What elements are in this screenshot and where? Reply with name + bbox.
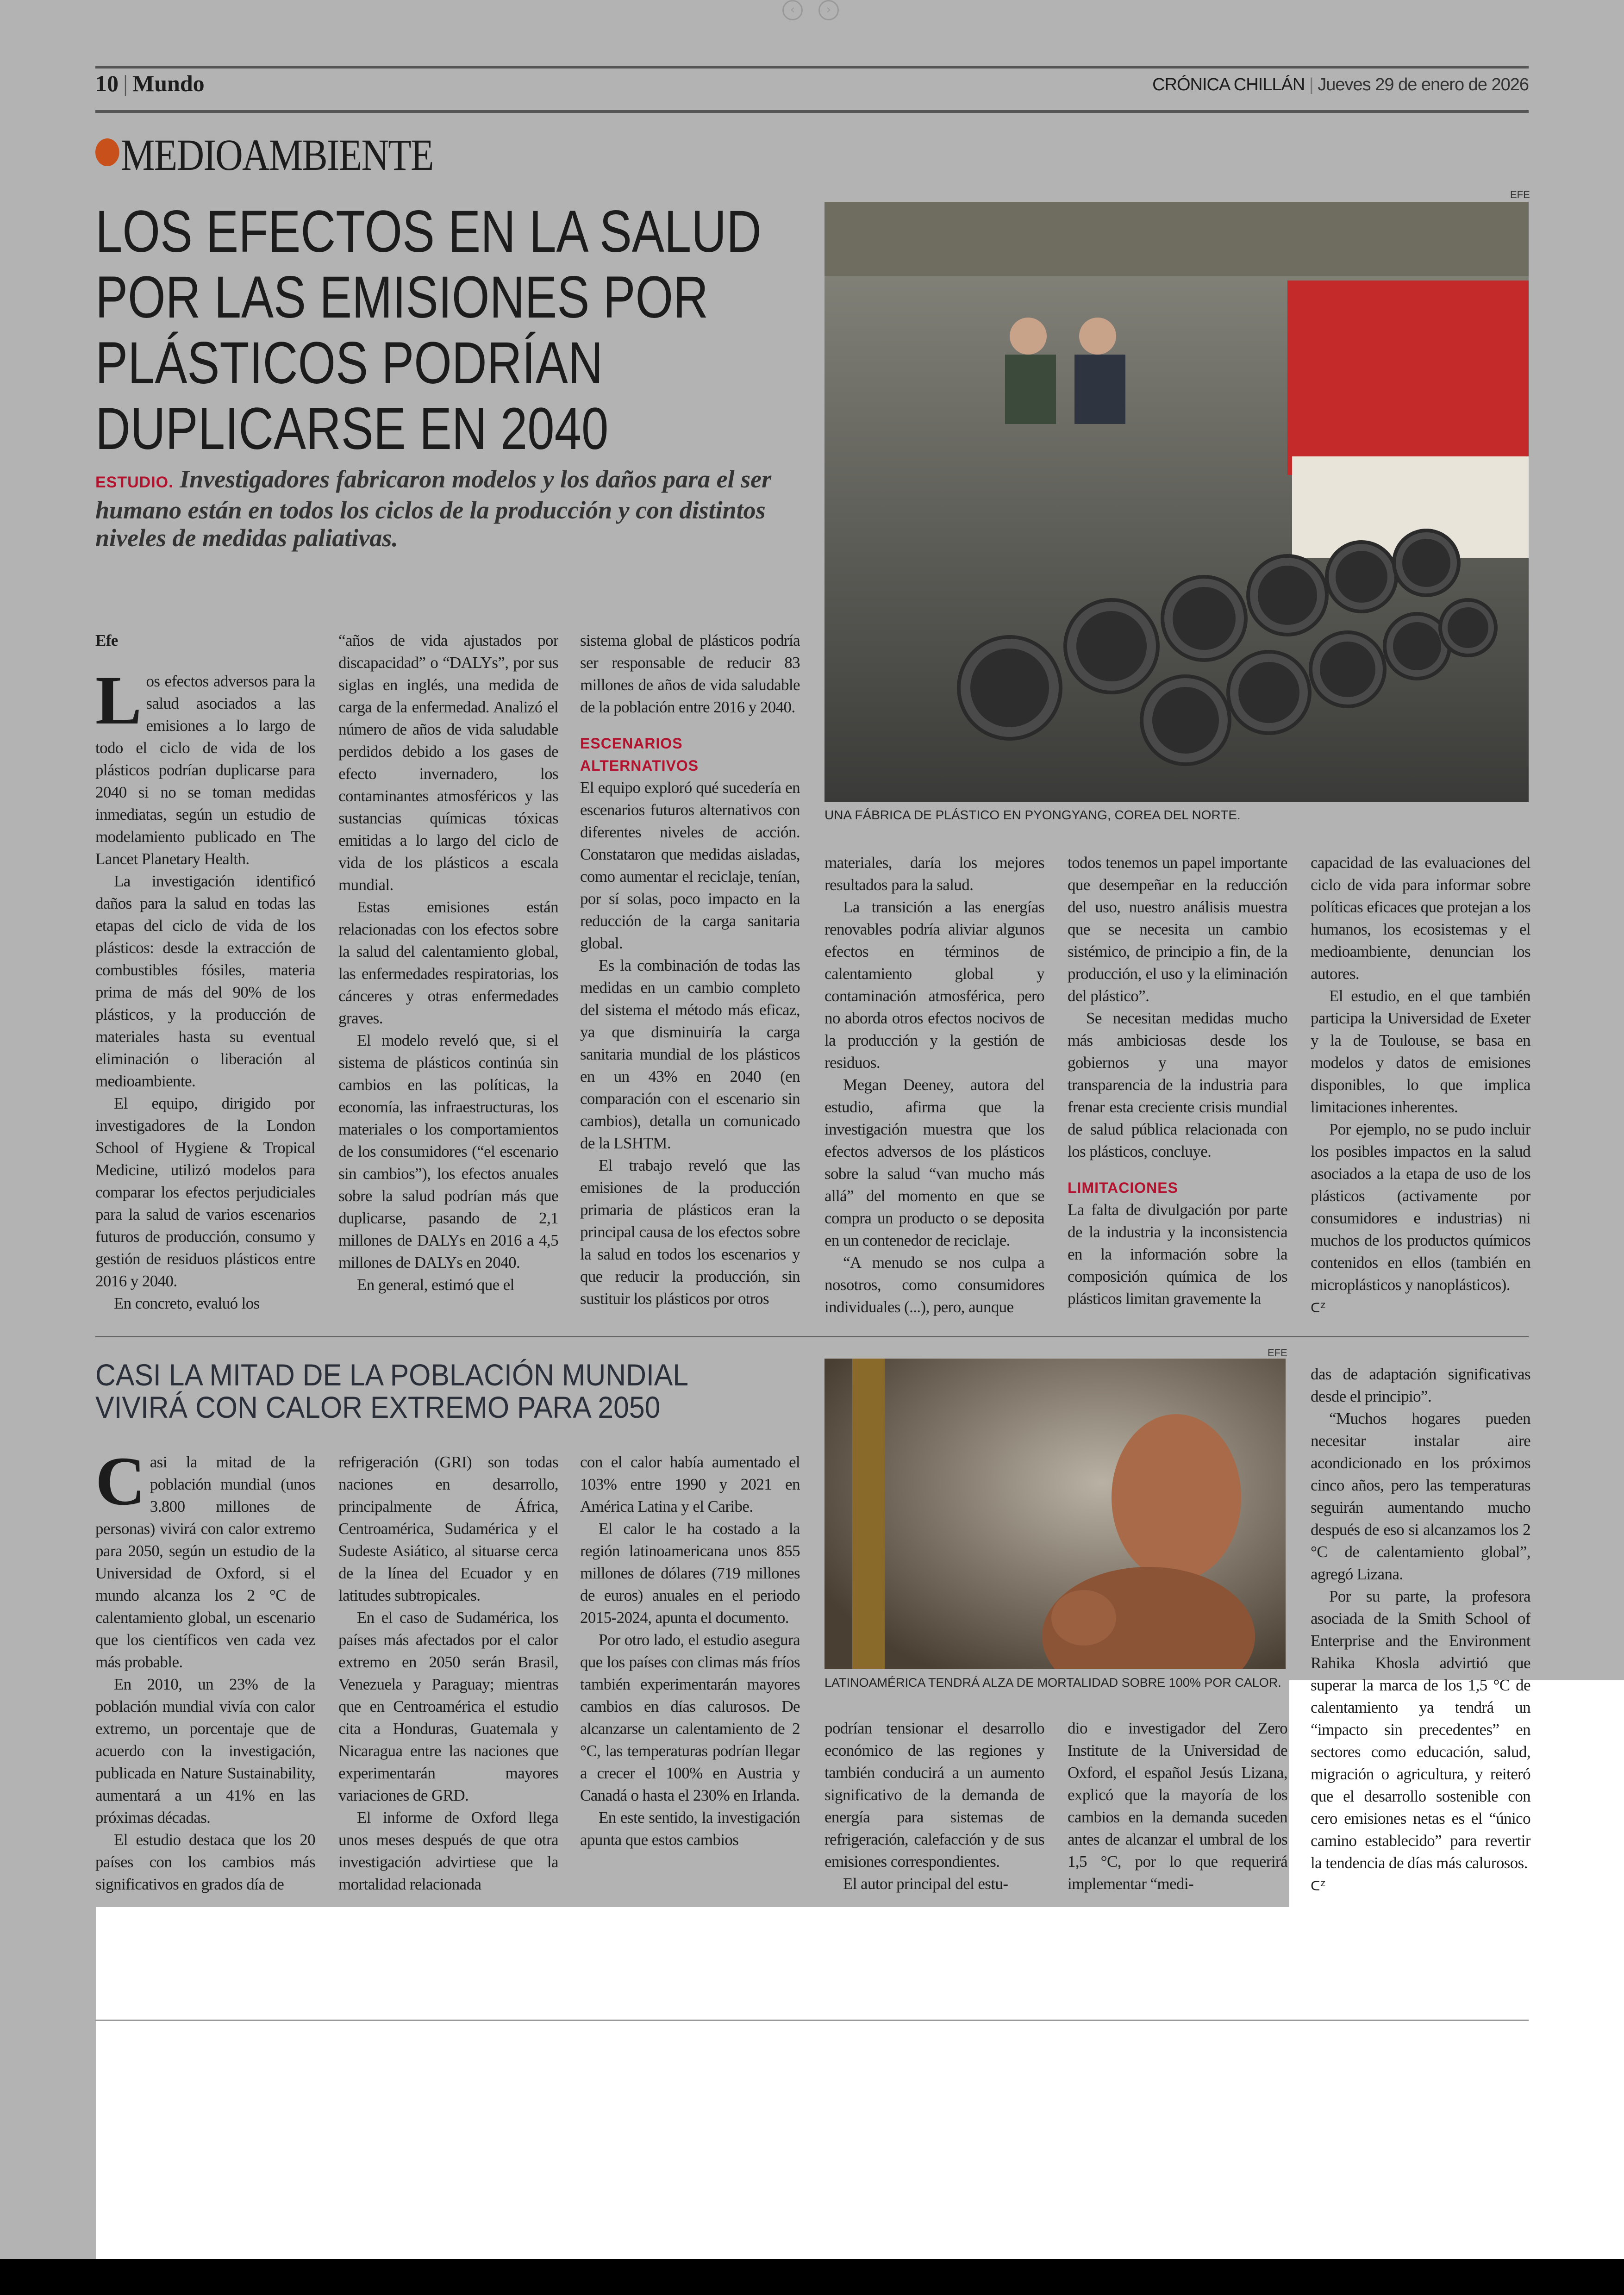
column-text — [338, 630, 558, 1296]
paragraph: Por ejemplo, no se pudo incluir los posibles impactos en la salud asociados a la etapa de uso de los plásticos (activamente por consumidores e industrias) ni muchos de los productos químicos contenidos en ellos (también en microplásticos y nanoplásticos). — [1311, 1120, 1530, 1294]
column-text — [1311, 1363, 1530, 1874]
publication-name: CRÓNICA CHILLÁN — [1152, 75, 1305, 94]
column-text — [580, 1451, 800, 1851]
paragraph: El equipo, dirigido por investigadores de la London School of Hygiene & Tropical Medicine, utilizó modelos para comparar los efectos perjudiciales para la salud de varios escenarios futuros de producción, consumo y gestión de residuos plásticos entre 2016 y 2040. — [95, 1094, 315, 1290]
section-name: Mundo — [132, 70, 205, 96]
paragraph: Por su parte, la profesora asociada de la Smith School of Enterprise and the Environment Rahika Khosla advirtió que superar la marca de los 1,5 °C de calentamiento ya tendrá un “impacto sin precedentes” en sectores como educación, salud, migración o agricultura, y reiteró que el desarrollo sostenible con cero emisiones netas es el “único camino establecido” para revertir la tendencia de días más calurosos. — [1311, 1587, 1530, 1872]
paragraph: Megan Deeney, autora del estudio, afirma que la investigación muestra que los efectos adversos de los plásticos sobre la salud “van mucho más allá” del momento en que se compra un producto o se deposita en un contenedor de reciclaje. — [824, 1076, 1044, 1249]
paragraph: os efectos adversos para la salud asociados a las emisiones a lo largo de todo el ciclo de vida de los plásticos podrían duplicarse para 2040 si no se toman medidas inmediatas, según un estudio de modelamiento publicado en The Lancet Planetary Health. — [95, 672, 315, 868]
paragraph: El modelo reveló que, si el sistema de plásticos continúa sin cambios en las políticas, la economía, las infraestructuras, los materiales o los comportamientos de los consumidores (“el escenario sin cambios”), los efectos anuales sobre la salud podrían más que duplicarse, pasando de 2,1 millones de DALYs en 2016 a 4,5 millones de DALYs en 2040. — [338, 1031, 558, 1272]
paragraph: El estudio, en el que también participa la Universidad de Exeter y la de Toulouse, se basa en modelos y datos de emisiones disponibles, lo que implica limitaciones inherentes. — [1311, 987, 1530, 1116]
paragraph: En este sentido, la investigación apunta que estos cambios — [580, 1809, 800, 1849]
article-divider — [95, 1336, 1529, 1337]
article2-column-4 — [824, 1717, 1044, 1900]
article2-column-5 — [1068, 1717, 1287, 1900]
paragraph: El trabajo reveló que las emisiones de la producción primaria de plásticos eran la principal causa de los efectos sobre la salud en todos los escenarios y que reducir la producción, sin sustituir los plásticos por otros — [580, 1156, 800, 1308]
drop-cap: L — [95, 662, 142, 739]
paragraph: Es la combinación de todas las medidas en un cambio completo del sistema el método más eficaz, ya que disminuiría la carga sanitaria mundial de los plásticos en un 43% en 2040 (en comparación con el escenario sin cambios), detalla un comunicado de la LSHTM. — [580, 956, 800, 1152]
paragraph: En 2010, un 23% de la población mundial vivía con calor extremo, un porcentaje que de acuerdo con la investigación, publicada en Nature Sustainability, aumentará a un 41% en las próximas décadas. — [95, 1675, 315, 1827]
paragraph: En general, estimó que el — [357, 1276, 514, 1294]
bottom-bar — [0, 2259, 1624, 2295]
article1-column-6 — [1311, 852, 1530, 1319]
column-text — [824, 852, 1044, 1318]
paragraph: podrían tensionar el desarrollo económico de las regiones y también conducirá a un aumento significativo de la demanda de energía para sistemas de refrigeración, calefacción y de sus emisiones correspondientes. — [824, 1719, 1044, 1871]
publication-date: Jueves 29 de enero de 2026 — [1318, 75, 1529, 94]
paragraph: refrigeración (GRI) son todas naciones en desarrollo, principalmente de África, Centroamérica, Sudamérica y el Sudeste Asiático, al situarse cerca de la línea del Ecuador y en latitudes subtropicales. — [338, 1453, 558, 1604]
paragraph: En el caso de Sudamérica, los países más afectados por el calor extremo en 2050 serán Brasil, Venezuela y Paraguay; mientras que en Centroamérica el estudio cita a Honduras, Guatemala y Nicaragua entre las naciones que experimentarán mayores variaciones de GRD. — [338, 1609, 558, 1804]
paragraph: materiales, daría los mejores resultados para la salud. — [824, 854, 1044, 894]
byline: Efe — [95, 631, 118, 649]
subheading: ESCENARIOS ALTERNATIVOS — [580, 735, 699, 774]
paragraph: En concreto, evaluó los — [114, 1294, 260, 1312]
paragraph: sistema global de plásticos podría ser responsable de reducir 83 millones de años de vida saludable de la población entre 2016 y 2040. — [580, 631, 800, 716]
paragraph: La investigación identificó daños para la salud en todas las etapas del ciclo de vida de los plásticos: desde la extracción de combustibles fósiles, materia prima de más del 90% de los plásticos, y la producción de materiales hasta su eventual eliminación o liberación al medioambiente. — [95, 872, 315, 1090]
column-text — [1068, 852, 1287, 1310]
photo1-caption: UNA FÁBRICA DE PLÁSTICO EN PYONGYANG, COREA DEL NORTE. — [824, 808, 1241, 822]
section-label-text: MEDIOAMBIENTE — [121, 130, 433, 180]
article2-column-2 — [338, 1451, 558, 1900]
page-bottom-rule — [95, 2020, 1529, 2021]
article1-headline — [95, 199, 779, 462]
paragraph: asi la mitad de la población mundial (unos 3.800 millones de personas) vivirá con calor extremo para 2050, según un estudio de la Universidad de Oxford, si el mundo alcanza los 2 °C de calentamiento global, un escenario que los científicos ven cada vez más probable. — [95, 1453, 315, 1671]
page-header-right: CRÓNICA CHILLÁN | Jueves 29 de enero de 2026 — [1152, 75, 1529, 94]
dek-tag: ESTUDIO. — [95, 474, 174, 491]
article1-column-5 — [1068, 852, 1287, 1319]
dek-text: Investigadores fabricaron modelos y los daños para el ser humano están en todos los ciclos de la producción y con distintos niveles de medidas paliativas. — [95, 465, 772, 552]
paragraph: todos tenemos un papel importante que desempeñar en la reducción del uso, nuestro análisis muestra que se necesita un cambio sistémico, de principio a fin, de la producción, el uso y la eliminación del plástico”. — [1068, 854, 1287, 1005]
paragraph: El calor le ha costado a la región latinoamericana unos 855 millones de dólares (719 millones de euros) anuales en el periodo 2015-2024, apunta el documento. — [580, 1520, 800, 1627]
paragraph: das de adaptación significativas desde el principio”. — [1311, 1365, 1530, 1405]
article1-column-2 — [338, 630, 558, 1319]
header-rule-top — [95, 66, 1529, 69]
page-header-left: 10 | Mundo — [95, 70, 205, 96]
article1-column-1 — [95, 630, 315, 1319]
paragraph: con el calor había aumentado el 103% entre 1990 y 2021 en América Latina y el Caribe. — [580, 1453, 800, 1515]
column-text — [338, 1451, 558, 1896]
paragraph: El equipo exploró qué sucedería en escenarios futuros alternativos con diferentes niveles de acción. Constataron que medidas aisladas, como aumentar el reciclaje, tenían, por sí solas, poco impacto en la reducción de la carga sanitaria global. — [580, 779, 800, 952]
article2-column-6 — [1311, 1363, 1530, 1900]
paragraph: Se necesitan medidas mucho más ambiciosas desde los gobiernos y una mayor transparencia de la industria para frenar esta creciente crisis mundial de salud pública relacionada con los plásticos, concluye. — [1068, 1009, 1287, 1160]
header-rule-bottom — [95, 110, 1529, 113]
previous-page-button[interactable]: ‹ — [782, 0, 803, 20]
drop-cap: C — [95, 1451, 145, 1520]
photo-man-under-water — [824, 1359, 1286, 1669]
section-dot-icon — [95, 138, 119, 166]
paragraph: “Muchos hogares pueden necesitar instalar aire acondicionado en los próximos cinco años, pero las temperaturas seguirán aumentando mucho después de eso si alcanzamos los 2 °C de calentamiento global”, agregó Lizana. — [1311, 1409, 1530, 1583]
paragraph: dio e investigador del Zero Institute de la Universidad de Oxford, el español Jesús Lizana, explicó que la mayoría de los cambios en la demanda suceden antes de alcanzar el umbral de los 1,5 °C, por lo que requerirá implementar “medi- — [1068, 1719, 1287, 1893]
article1-column-4 — [824, 852, 1044, 1319]
paragraph: La falta de divulgación por parte de la industria y la inconsistencia en la información sobre la composición química de los plásticos limitan gravemente la — [1068, 1201, 1287, 1308]
end-mark-icon: ᑕᙆ — [1311, 1300, 1326, 1316]
photo2-caption: LATINOAMÉRICA TENDRÁ ALZA DE MORTALIDAD SOBRE 100% POR CALOR. — [824, 1676, 1281, 1690]
paragraph: Por otro lado, el estudio asegura que los países con climas más fríos también experimentarán mayores cambios en días calurosos. De alcanzarse un calentamiento de 2 °C, las temperaturas podrían llegar a crecer el 100% en Austria y Canadá o hasta el 230% en Irlanda. — [580, 1631, 800, 1804]
headline-line: PLÁSTICOS PODRÍAN — [95, 330, 603, 396]
paragraph: La transición a las energías renovables podría aliviar algunos efectos en términos de calentamiento global y contaminación atmosférica, pero no aborda otros efectos nocivos de la producción y la gestión de residuos. — [824, 898, 1044, 1072]
paragraph: “años de vida ajustados por discapacidad” o “DALYs”, por sus siglas en inglés, una medida de carga de la enfermedad. Analizó el número de años de vida saludable perdidos debido a los gases de efecto invernadero, los contaminantes atmosféricos y las sustancias químicas tóxicas emitidas a lo largo del ciclo de vida de los plásticos a escala mundial. — [338, 631, 558, 894]
headline-line: LOS EFECTOS EN LA SALUD — [95, 199, 762, 265]
article2-column-3 — [580, 1451, 800, 1900]
article2-column-1 — [95, 1451, 315, 1900]
page-lower-area — [96, 1907, 1624, 2259]
column-text — [1068, 1717, 1287, 1895]
paragraph: Estas emisiones están relacionadas con los efectos sobre la salud del calentamiento global, las enfermedades respiratorias, los cánceres y otras enfermedades graves. — [338, 898, 558, 1027]
paragraph: capacidad de las evaluaciones del ciclo de vida para informar sobre políticas eficaces que protejan a los humanos, los ecosistemas y el medioambiente, denuncian los autores. — [1311, 854, 1530, 983]
page-number: 10 — [95, 70, 119, 96]
paragraph: “A menudo se nos culpa a nosotros, como consumidores individuales (...), pero, aunque — [824, 1254, 1044, 1316]
next-page-button[interactable]: › — [818, 0, 839, 20]
column-text — [95, 662, 315, 1315]
column-text — [1311, 852, 1530, 1296]
column-text — [824, 1717, 1044, 1895]
headline-line: POR LAS EMISIONES POR — [95, 264, 708, 331]
photo1-credit: EFE — [1510, 189, 1530, 200]
article2-headline: CASI LA MITAD DE LA POBLACIÓN MUNDIAL VIVIRÁ CON CALOR EXTREMO PARA 2050 — [95, 1358, 687, 1424]
headline-line: DUPLICARSE EN 2040 — [95, 396, 609, 462]
column-text — [95, 1451, 315, 1896]
subheading: LIMITACIONES — [1068, 1179, 1178, 1196]
article1-dek — [95, 465, 781, 552]
section-label — [95, 130, 433, 181]
paragraph: El informe de Oxford llega unos meses después de que otra investigación advirtiese que la mortalidad relacionada — [338, 1809, 558, 1893]
paragraph: El autor principal del estu- — [843, 1875, 1008, 1893]
article1-column-3 — [580, 630, 800, 1319]
end-mark-icon: ᑕᙆ — [1311, 1878, 1326, 1894]
paragraph: El estudio destaca que los 20 países con los cambios más significativos en grados día de — [95, 1831, 315, 1893]
photo-plastic-factory — [824, 202, 1529, 802]
column-text — [580, 630, 800, 1310]
photo2-credit: EFE — [1268, 1347, 1287, 1359]
